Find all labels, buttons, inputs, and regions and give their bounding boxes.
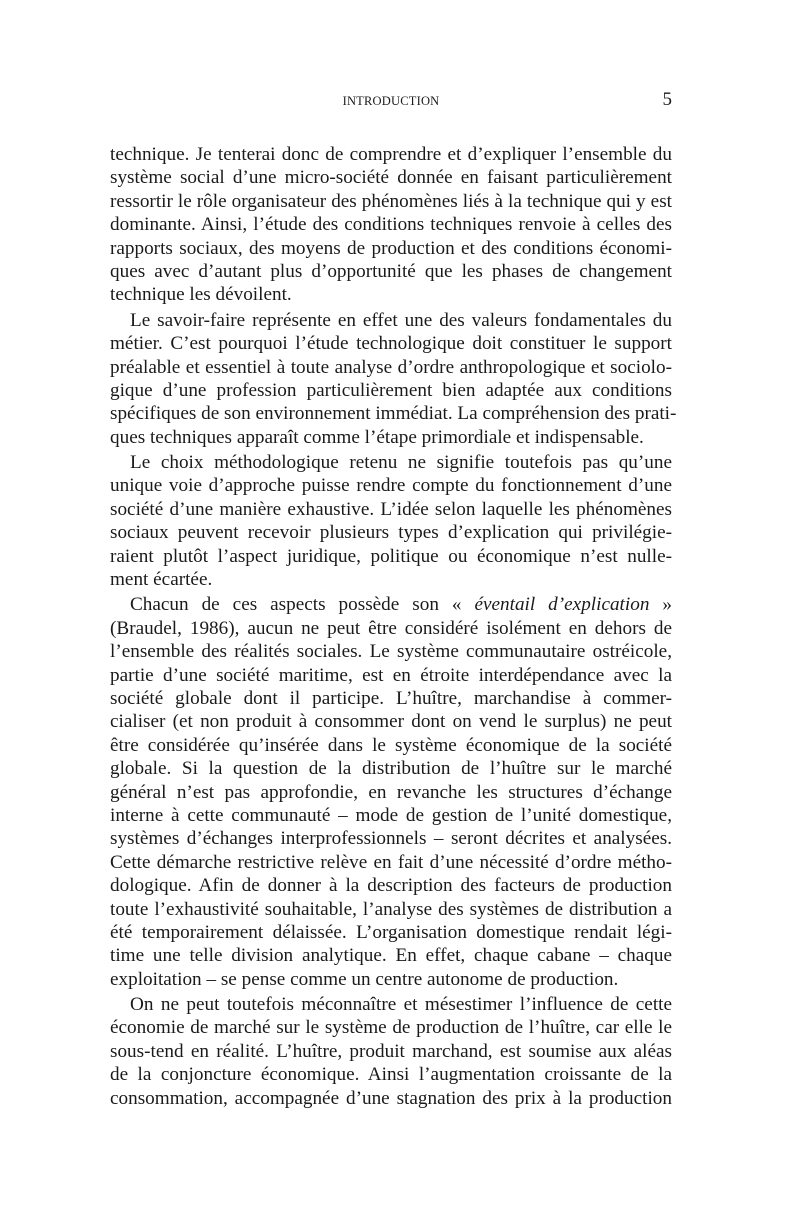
text-line: ment écartée.: [110, 569, 213, 591]
text-line: exploitation – se pense comme un centre autonome de production.: [110, 968, 619, 990]
text-line: raient plutôt l’aspect juridique, politique ou économique n’est nulle-: [110, 545, 672, 567]
text-line: être considérée qu’insérée dans le système économique de la société: [110, 734, 672, 756]
text-line: préalable et essentiel à toute analyse d’ordre anthropologique et sociolo-: [110, 356, 672, 378]
text-line: Le choix méthodologique retenu ne signifie toutefois pas qu’une: [130, 452, 672, 474]
text-line: consommation, accompagnée d’une stagnation des prix à la production: [110, 1087, 672, 1109]
paragraph: [110, 993, 672, 1110]
paragraph: [110, 451, 672, 591]
text-fragment: Chacun de ces aspects possède son «: [130, 594, 475, 616]
text-line: métier. C’est pourquoi l’étude technologique doit constituer le support: [110, 333, 672, 355]
text-line: toute l’exhaustivité souhaitable, l’analyse des systèmes de distribution a: [110, 898, 672, 920]
body-text: [110, 143, 677, 1110]
text-line: spécifiques de son environnement immédiat. La compréhension des prati-: [110, 403, 677, 425]
text-line: économie de marché sur le système de production de l’huître, car elle le: [110, 1017, 672, 1039]
text-line: partie d’une société maritime, est en étroite interdépendance avec la: [110, 664, 672, 686]
citation-italic: éventail d’explication: [474, 594, 650, 616]
text-line: de la conjoncture économique. Ainsi l’augmentation croissante de la: [110, 1064, 672, 1086]
text-line: l’ensemble des réalités sociales. Le système communautaire ostréicole,: [110, 641, 672, 663]
text-line: ressortir le rôle organisateur des phénomènes liés à la technique qui y est: [110, 190, 672, 212]
text-line: système social d’une micro-société donnée en faisant particulièrement: [110, 167, 672, 189]
paragraph: [110, 143, 672, 307]
text-line: dologique. Afin de donner à la description des facteurs de production: [110, 875, 672, 897]
text-line: technique. Je tenterai donc de comprendre et d’expliquer l’ensemble du: [110, 144, 672, 165]
text-line: ques techniques apparaît comme l’étape primordiale et indispensable.: [110, 426, 644, 448]
text-line: interne à cette communauté – mode de gestion de l’unité domestique,: [110, 804, 672, 826]
paragraph: [110, 309, 677, 449]
text-line: cialiser (et non produit à consommer dont on vend le surplus) ne peut: [110, 711, 672, 733]
text-line: ques avec d’autant plus d’opportunité que les phases de changement: [110, 260, 672, 282]
running-title: INTRODUCTION: [342, 94, 440, 108]
text-line: On ne peut toutefois méconnaître et mésestimer l’influence de cette: [130, 994, 672, 1016]
text-line: globale. Si la question de la distribution de l’huître sur le marché: [110, 758, 672, 780]
text-line: time une telle division analytique. En effet, chaque cabane – chaque: [110, 945, 672, 967]
text-line: général n’est pas approfondie, en revanche les structures d’échange: [110, 781, 672, 803]
text-line: technique les dévoilent.: [110, 284, 292, 306]
paragraph: [110, 593, 672, 991]
text-line: société d’une manière exhaustive. L’idée selon laquelle les phénomènes: [110, 498, 672, 520]
text-line: sociaux peuvent recevoir plusieurs types d’explication qui privilégie-: [110, 522, 672, 544]
page-number: 5: [662, 89, 672, 110]
text-line: rapports sociaux, des moyens de production et des conditions économi-: [110, 237, 672, 259]
text-line: sous-tend en réalité. L’huître, produit marchand, est soumise aux aléas: [110, 1040, 672, 1062]
text-line: gique d’une profession particulièrement bien adaptée aux conditions: [110, 379, 672, 401]
text-line: dominante. Ainsi, l’étude des conditions techniques renvoie à celles des: [110, 214, 672, 236]
text-fragment: »: [649, 594, 672, 616]
text-line: (Braudel, 1986), aucun ne peut être considéré isolément en dehors de: [110, 617, 672, 639]
text-line: systèmes d’échanges interprofessionnels – seront décrites et analysées.: [110, 828, 672, 850]
text-line: Cette démarche restrictive relève en fait d’une nécessité d’ordre métho-: [110, 851, 672, 873]
text-line: Le savoir-faire représente en effet une des valeurs fondamentales du: [130, 309, 672, 331]
running-head: [110, 89, 672, 114]
text-line: [110, 593, 672, 616]
text-line: unique voie d’approche puisse rendre compte du fonctionnement d’une: [110, 475, 672, 497]
text-line: été temporairement délaissée. L’organisation domestique rendait légi-: [110, 921, 672, 943]
text-line: société globale dont il participe. L’huître, marchandise à commer-: [110, 687, 672, 709]
